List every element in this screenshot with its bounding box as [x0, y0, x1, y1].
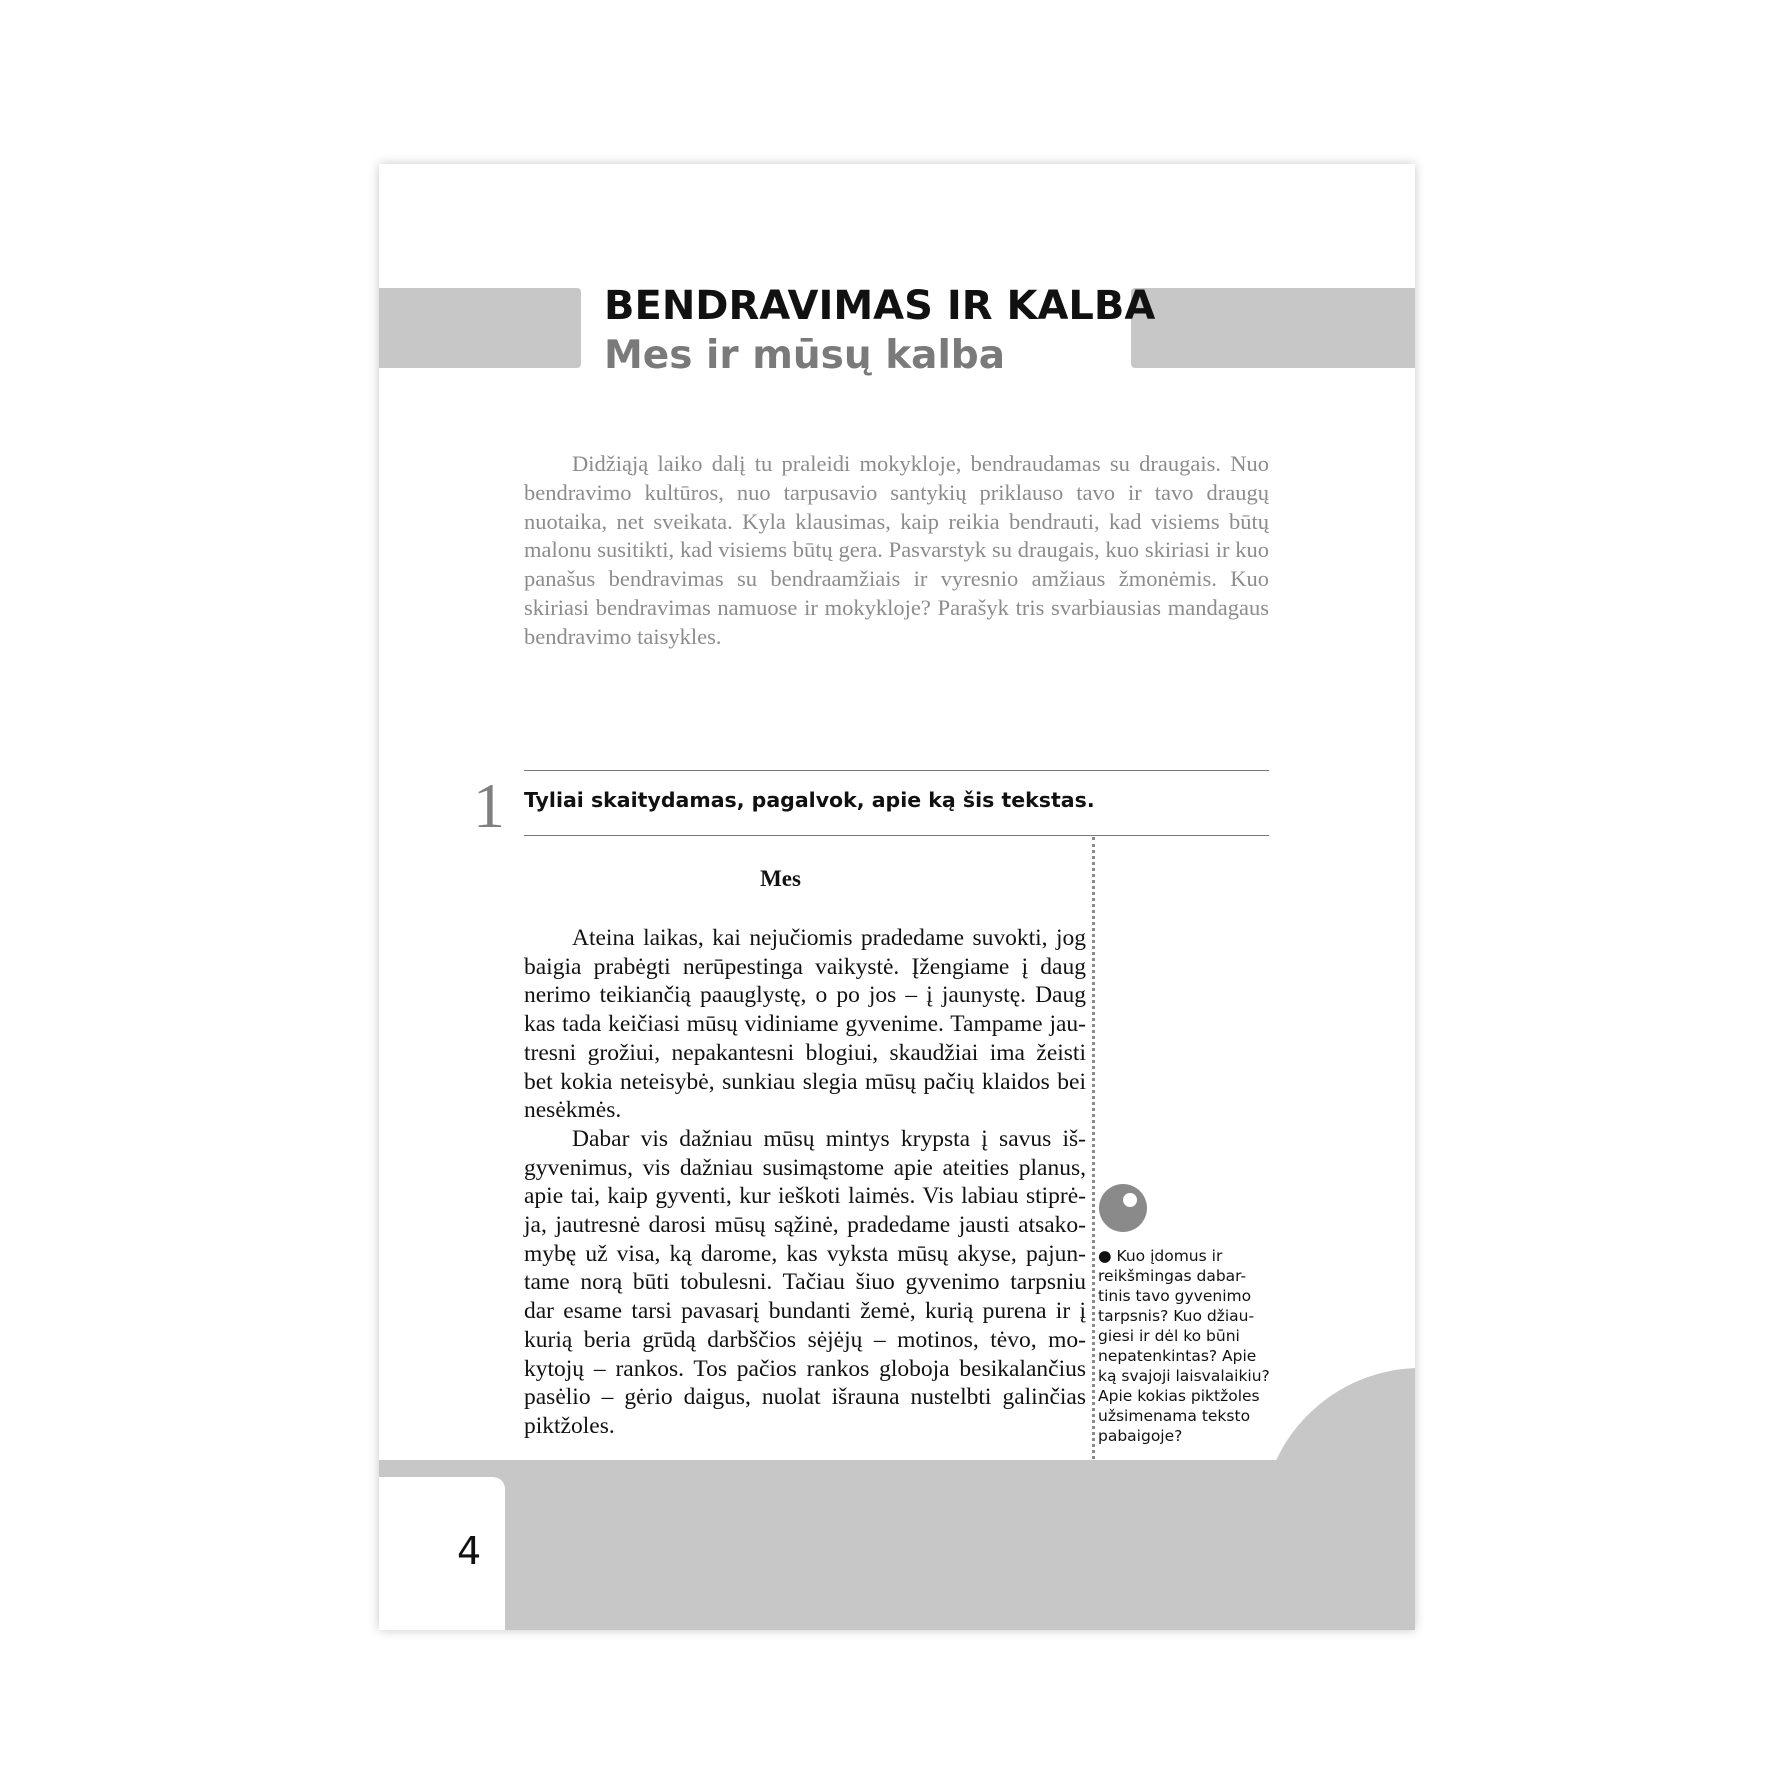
footer-corner-arc — [1261, 1368, 1415, 1630]
header-band-left — [379, 288, 581, 368]
story-paragraph: Ateina laikas, kai nejučiomis pradedame suvokti, jog baigia prabėgti nerūpestinga vaikystė. Įžengiame į daug nerimo teikiančią paauglystę, o po jos – į jaunystę. Daug kas tada keičiasi mūsų vidiniame gyvenime. Tampame jautresni grožiui, nepakantesni blogiui, skaudžiai ima žeisti bet kokia neteisybė, sunkiau slegia mūsų pačių klaidos bei nesėkmės. — [524, 925, 1086, 1124]
column-divider — [1092, 837, 1095, 1459]
circle-bullet-icon — [1099, 1184, 1147, 1232]
story-title: Mes — [760, 866, 801, 891]
textbook-page — [379, 164, 1415, 1630]
side-question: ● Kuo įdomus ir reikšmingas dabar- tinis tavo gyvenimo tarpsnis? Kuo džiau- giesi ir dėl ko būni nepatenkintas? Apie ką svajoji laisvalaikiu? Apie kokias piktžoles užsimenama teksto pabaigoje? — [1098, 1247, 1270, 1445]
task-instruction: Tyliai skaitydamas, pagalvok, apie ką šis tekstas. — [524, 788, 1095, 812]
story-paragraph: Dabar vis dažniau mūsų mintys krypsta į savus išgyvenimus, vis dažniau susimąstome apie ateities planus, apie tai, kaip gyventi, kur ieškoti laimės. Vis labiau stiprėja, jautresnė darosi mūsų sąžinė, pradedame jausti atsakomybę už visa, ką darome, kas vyksta mūsų akyse, pajuntame norą būti tobulesni. Tačiau šiuo gyvenimo tarpsniu dar esame tarsi pavasarį bundanti žemė, kurią purena ir į kurią beria grūdą darbščios sėjėjų – motinos, tėvo, mokytojų – rankos. Tos pačios rankos globoja besikalančius pasėlio – gėrio daigus, nuolat išrauna nustelbti galinčias piktžoles. — [524, 1125, 1086, 1439]
header-band-right — [1131, 288, 1415, 368]
intro-paragraph: Didžiąją laiko dalį tu praleidi mokykloje, bendraudamas su draugais. Nuo bendravimo kultūros, nuo tarpusavio santykių priklauso tavo ir tavo draugų nuotaika, net sveikata. Kyla klausimas, kaip reikia bendrauti, kad visiems būtų malonu susitikti, kad visiems būtų gera. Pasvarstyk su draugais, kuo skiriasi ir kuo panašus bendravimas su bendraamžiais ir vyresnio amžiaus žmonėmis. Kuo skiriasi bendravimas namuose ir mokykloje? Parašyk tris svarbiausias mandagaus bendravimo taisykles. — [524, 451, 1269, 649]
footer-band — [379, 1460, 1415, 1630]
task-rule-top — [524, 770, 1269, 771]
task-number: 1 — [473, 770, 505, 841]
story-text — [524, 924, 1086, 1441]
task-rule-bottom — [524, 835, 1269, 836]
chapter-subtitle: Mes ir mūsų kalba — [604, 333, 1006, 378]
page-number: 4 — [457, 1529, 482, 1573]
chapter-title: BENDRAVIMAS IR KALBA — [604, 283, 1156, 329]
page-number-tab — [379, 1477, 505, 1630]
